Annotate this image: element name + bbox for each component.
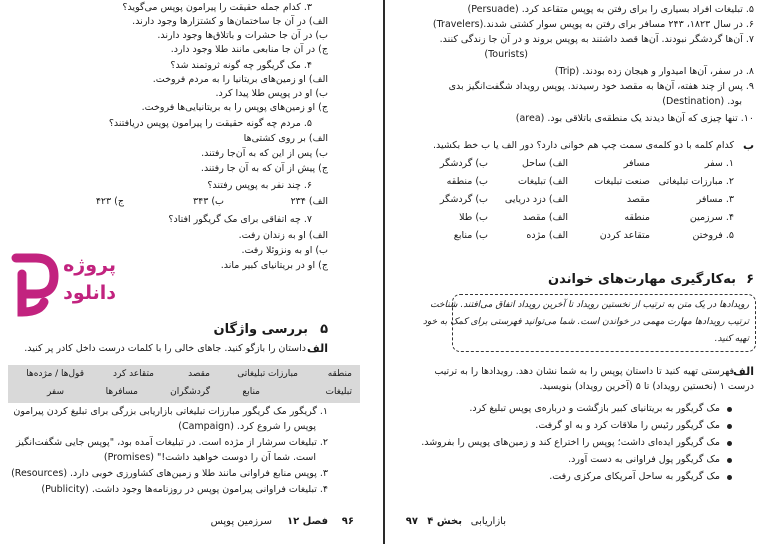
footer-chapter: فصل ۱۲: [286, 516, 328, 527]
q3-option-c: ج) در آن جا منابعی مانند طلا وجود دارد.: [170, 44, 328, 55]
bullet-icon: [727, 407, 732, 412]
vocab-word: مسافرها: [105, 387, 138, 397]
story-item-9-cont: بود. (Destination): [662, 96, 742, 107]
event-item: مک گریگور به ساحل آمریکای مرکزی رفت.: [549, 471, 720, 482]
page-gutter: [383, 0, 385, 544]
q5-stem: ۵. مردم چه گونه حقیقت را پیرامون پوپس دریافتند؟: [108, 118, 312, 129]
match-option-a[interactable]: الف) دزد دریایی: [504, 194, 568, 205]
vocab-item-4: ۴. تبلیغات فراوانی پیرامون پوپس در روزنامه‌ها وجود داشت. (Publicity): [41, 484, 328, 495]
tip-line: ترتیب رویدادها مهارت مهمی در خواندن است. شما می‌توانید فهرستی برای کمک به خود: [422, 317, 749, 327]
vocab-word: قول‌ها / مژده‌ها: [26, 369, 84, 379]
q5-option-a: الف) بر روی کشتی‌ها: [243, 133, 328, 144]
story-item-10: ۱۰. تنها چیزی که آن‌ها دیدند یک منطقه‌ی باتلاقی بود. (area): [515, 113, 754, 124]
section5-instruction: داستان را بازگو کنید. جاهای خالی را با کلمات درست داخل کادر پر کنید.: [24, 343, 306, 354]
footer-title: بازاریابی: [470, 516, 506, 527]
section6-part-label: الف: [732, 365, 754, 378]
match-cell: ۳. مسافر: [696, 194, 734, 205]
logo-text-line1: پروژه: [63, 254, 116, 276]
match-cell: ۲. مبارزات تبلیغاتی: [658, 176, 734, 187]
story-item-6: ۶. در سال ۱۸۲۳، ۲۴۳ مسافر برای رفتن به پوپس سوار کشتی شدند.(Travelers): [432, 19, 754, 30]
match-option-b[interactable]: ب) گردشگر: [439, 194, 488, 205]
vocab-item-2: ۲. تبلیغات سرشار از مژده است. در تبلیغات آمده بود، "پوپس جایی شگفت‌انگیز: [16, 437, 328, 448]
q3-option-a: الف) در آن جا ساختمان‌ها و کشتزارها وجود دارند.: [132, 16, 328, 27]
q7-option-b: ب) او به ونزوئلا رفت.: [241, 245, 328, 256]
story-item-9: ۹. پس از چند هفته، آن‌ها به مقصد خود رسیدند. پوپس رویداد شگفت‌انگیز بدی: [448, 81, 754, 92]
vocab-word: متقاعد کرد: [112, 369, 154, 379]
footer-chapter: بخش ۴: [427, 516, 462, 527]
q7-option-a: الف) او به زندان رفت.: [238, 230, 328, 241]
event-item: مک گریگور به بریتانیای کبیر بازگشت و درباره‌ی پوپس تبلیغ کرد.: [469, 403, 720, 414]
bullet-icon: [727, 424, 732, 429]
q3-stem: ۳. کدام جمله حقیقت را پیرامون پوپس می‌گوید؟: [122, 2, 312, 13]
section5-part-label: الف: [306, 342, 328, 355]
vocab-word: تبلیغات: [325, 387, 352, 397]
vocab-word: مبارزات تبلیغاتی: [237, 369, 298, 379]
bullet-icon: [727, 458, 732, 463]
watermark-logo: [0, 248, 124, 324]
match-cell: ۵. فروختن: [692, 230, 734, 241]
q4-option-a: الف) او زمین‌های بریتانیا را به مردم فروخت.: [152, 74, 328, 85]
footer-title: سرزمین پوپس: [210, 516, 272, 527]
q4-stem: ۴. مک گریگور چه گونه ثروتمند شد؟: [170, 60, 312, 71]
event-item: مک گریگور ایده‌ای داشت؛ پوپس را اختراع کند و زمین‌های پوپس را بفروشد.: [421, 437, 720, 448]
section6-instruction-cont: درست ۱ (نخستین رویداد) تا ۵ (آخرین رویداد) بنویسید.: [539, 381, 754, 392]
match-option-b[interactable]: ب) گردشگر: [439, 158, 488, 169]
tip-line: رویدادها در یک متن به ترتیب از نخستین رویداد تا آخرین رویداد اتفاق می‌افتند. شناخت: [430, 300, 749, 310]
left-page: [0, 0, 382, 544]
q5-option-b: ب) پس از این که به آن‌جا رفتند.: [201, 148, 328, 159]
vocab-word: گردشگران: [170, 387, 210, 397]
section6-title: به‌کارگیری مهارت‌های خواندن: [548, 272, 736, 287]
vocab-word: سفر: [46, 387, 64, 397]
q5-option-c: ج) پیش از آن که به آن جا رفتند.: [200, 163, 328, 174]
logo-text-line2: دانلود: [63, 282, 116, 304]
vocab-word: منطقه: [327, 369, 352, 379]
vocab-item-1-cont: پوپس را شروع کرد. (Campaign): [178, 421, 316, 432]
vocab-item-2-cont: است. شما آن را دوست خواهید داشت!" (Promises): [103, 452, 316, 463]
q6-option-a: الف) ۲۳۴: [290, 196, 328, 207]
section6-number: ۶: [746, 272, 754, 287]
vocab-word: مقصد: [188, 369, 210, 379]
match-option-a[interactable]: الف) مقصد: [522, 212, 568, 223]
match-option-b[interactable]: ب) طلا: [459, 212, 488, 223]
q6-stem: ۶. چند نفر به پوپس رفتند؟: [207, 180, 312, 191]
vocab-item-1: ۱. گریگور مک گریگور مبارزات تبلیغاتی بازاریابی بزرگی برای تبلیغ کردن پیرامون: [13, 406, 328, 417]
match-cell: صنعت تبلیغات: [594, 176, 650, 187]
story-item-7: ۷. آن‌ها گردشگر نبودند. آن‌ها قصد داشتند به پوپس بروند و در آن جا زندگی کنند.: [439, 34, 754, 45]
part-b-instruction: کدام کلمه با دو کلمه‌ی سمت چپ هم خوانی دارد؟ دور الف یا ب خط بکشید.: [432, 140, 734, 151]
q6-option-c: ج) ۴۲۳: [95, 196, 124, 207]
right-page: [386, 0, 768, 544]
q7-option-c: ج) او در بریتانیای کبیر ماند.: [220, 260, 328, 271]
q7-stem: ۷. چه اتفاقی برای مک گریگور افتاد؟: [168, 214, 312, 225]
story-item-8: ۸. در سفر، آن‌ها امیدوار و هیجان زده بودند. (Trip): [554, 66, 754, 77]
match-cell: مقصد: [626, 194, 650, 205]
tip-line: تهیه کنید.: [714, 334, 749, 344]
match-cell: متقاعد کردن: [599, 230, 650, 241]
match-option-a[interactable]: الف) ساحل: [521, 158, 568, 169]
vocab-item-3: ۳. پوپس منابع فراوانی مانند طلا و زمین‌های کشاورزی خوبی دارد. (Resources): [11, 468, 328, 479]
match-cell: منطقه: [624, 212, 650, 223]
vocab-box: [8, 365, 360, 403]
footer-page-number: ۹۷: [405, 516, 418, 527]
match-cell: ۴. سرزمین: [689, 212, 734, 223]
reading-tip-box: [422, 294, 756, 352]
bullet-icon: [727, 441, 732, 446]
part-b-label: ب: [742, 139, 754, 152]
q3-option-b: ب) در آن جا حشرات و باتلاق‌ها وجود دارند.: [157, 30, 328, 41]
bullet-icon: [727, 475, 732, 480]
match-option-a[interactable]: الف) تبلیغات: [517, 176, 568, 187]
q4-option-c: ج) او زمین‌های پوپس را به بریتانیایی‌ها فروخت.: [141, 102, 328, 113]
match-option-b[interactable]: ب) منابع: [453, 230, 488, 241]
match-cell: ۱. سفر: [704, 158, 734, 169]
story-item-5: ۵. تبلیغات افراد بسیاری را برای رفتن به پوپس متقاعد کرد. (Persuade): [467, 4, 754, 15]
event-item: مک گریگور پول فراوانی به دست آورد.: [568, 454, 720, 465]
section5-number: ۵: [320, 322, 328, 337]
section6-instruction: فهرستی تهیه کنید تا داستان پوپس را به شما نشان دهد. رویدادها را به ترتیب: [434, 366, 734, 377]
story-item-7-cont: (Tourists): [484, 49, 528, 60]
match-option-a[interactable]: الف) مژده: [526, 230, 568, 241]
match-cell: مسافر: [623, 158, 650, 169]
section5-title: بررسی واژگان: [213, 322, 308, 337]
q6-option-b: ب) ۳۴۳: [193, 196, 224, 207]
footer-page-number: ۹۶: [341, 516, 354, 527]
event-item: مک گریگور رئیس را ملاقات کرد و به او گرفت.: [535, 420, 720, 431]
vocab-word: منابع: [242, 387, 260, 397]
match-option-b[interactable]: ب) منطقه: [446, 176, 488, 187]
q4-option-b: ب) او در پوپس طلا پیدا کرد.: [215, 88, 328, 99]
